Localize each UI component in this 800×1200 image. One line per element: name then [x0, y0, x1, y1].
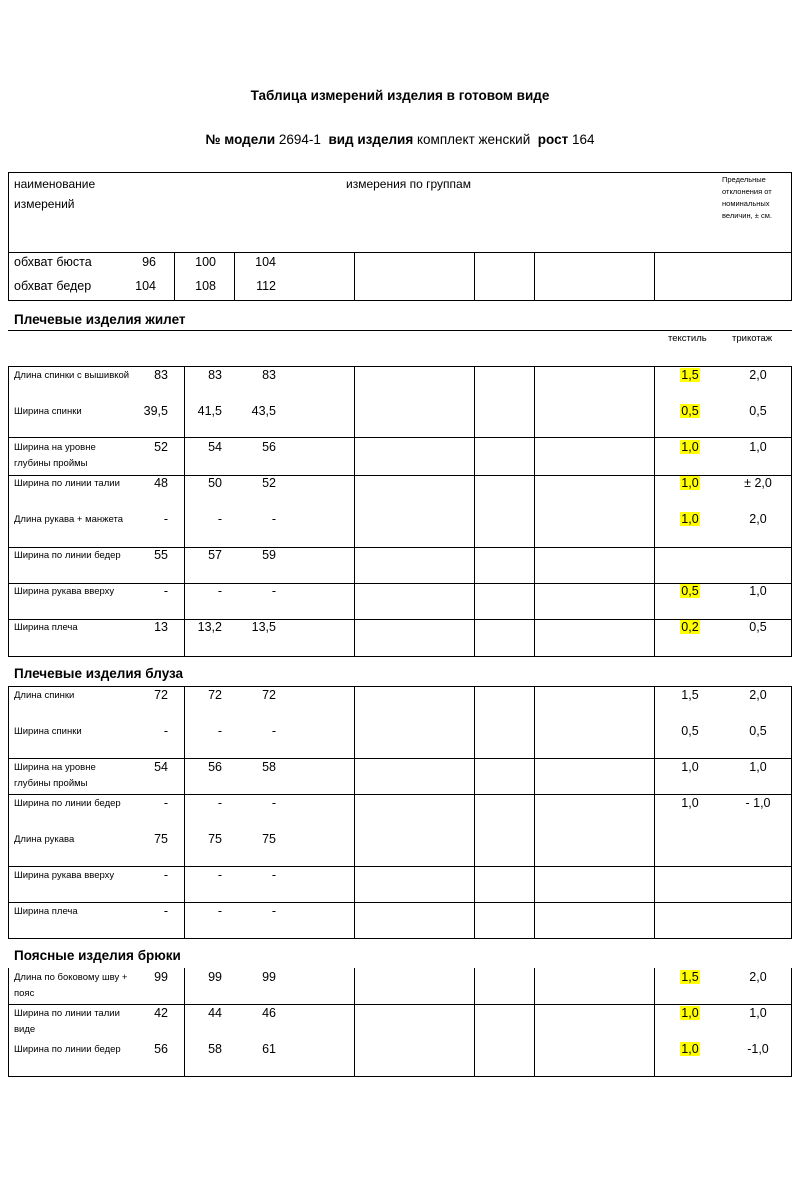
rule	[654, 968, 655, 1077]
size-value: 54	[154, 760, 168, 774]
size-value: 42	[154, 1006, 168, 1020]
textile-tolerance	[664, 760, 716, 774]
rule	[791, 968, 792, 1077]
knit-tolerance: 1,0	[749, 1006, 767, 1020]
size-value: -	[217, 796, 222, 810]
size-value: -	[163, 512, 168, 526]
measure-name: Ширина по линии бедер	[14, 1044, 121, 1055]
textile-tolerance	[664, 620, 716, 634]
rule	[534, 968, 535, 1077]
size-value: 75	[154, 832, 168, 846]
textile-tolerance-value: 1,5	[681, 970, 699, 984]
size-value: 99	[262, 970, 276, 984]
rule	[8, 300, 792, 301]
size-value: -	[217, 904, 222, 918]
rule	[174, 252, 175, 300]
size-value: 13,2	[197, 620, 222, 634]
rule	[8, 968, 9, 1077]
measure-name: Длина рукава	[14, 834, 75, 845]
size-value: 83	[154, 368, 168, 382]
rule	[791, 172, 792, 301]
rule	[474, 686, 475, 939]
measure-name: Ширина спинки	[14, 406, 82, 417]
rule	[184, 968, 185, 1077]
measure-name: Ширина плеча	[14, 906, 78, 917]
rule	[474, 252, 475, 300]
textile-tolerance	[664, 796, 716, 810]
size-value: 52	[262, 476, 276, 490]
size-value: -	[163, 868, 168, 882]
measure-name: Ширина по линии бедер	[14, 550, 121, 561]
size-value: -	[217, 512, 222, 526]
rule	[8, 366, 9, 657]
header-tolerance-col: Предельные отклонения от номинальных величин, ± см.	[722, 175, 772, 220]
base-row-v2: 100	[195, 255, 216, 269]
rule	[791, 366, 792, 657]
model-line	[0, 132, 800, 147]
size-value: -	[163, 904, 168, 918]
size-value: 83	[262, 368, 276, 382]
size-value: -	[217, 584, 222, 598]
section-title-vest: Плечевые изделия жилет	[14, 312, 186, 327]
size-value: 75	[262, 832, 276, 846]
size-value: -	[271, 584, 276, 598]
rule	[354, 366, 355, 657]
textile-tolerance	[664, 688, 716, 702]
textile-tolerance	[664, 1042, 716, 1056]
size-value: 13	[154, 620, 168, 634]
model-value: 2694-1	[278, 132, 321, 147]
rule	[8, 437, 792, 438]
base-row-name: обхват бюста	[14, 255, 92, 269]
size-value: 58	[208, 1042, 222, 1056]
size-value: 83	[208, 368, 222, 382]
rule	[791, 686, 792, 939]
header-name-col: наименование измерений	[14, 177, 96, 211]
textile-tolerance-value: 1,0	[681, 760, 699, 774]
measure-name: Длина спинки с вышивкой	[14, 370, 130, 381]
rule	[8, 902, 792, 903]
size-value: -	[271, 796, 276, 810]
height-label: рост	[537, 132, 569, 147]
rule	[474, 968, 475, 1077]
knit-tolerance: 0,5	[749, 620, 767, 634]
rule	[8, 330, 792, 331]
textile-tolerance-value: 0,5	[681, 724, 699, 738]
base-row-v1: 96	[142, 255, 156, 269]
size-value: -	[271, 724, 276, 738]
rule	[354, 968, 355, 1077]
knit-tolerance: 1,0	[749, 760, 767, 774]
size-value: 56	[208, 760, 222, 774]
size-value: -	[163, 584, 168, 598]
height-value: 164	[571, 132, 595, 147]
size-value: -	[271, 868, 276, 882]
rule	[354, 252, 355, 300]
size-value: 99	[154, 970, 168, 984]
measure-name: Ширина на уровне глубины проймы	[14, 762, 96, 789]
size-value: 43,5	[251, 404, 276, 418]
size-value: 44	[208, 1006, 222, 1020]
measure-name: Ширина на уровне глубины проймы	[14, 442, 96, 469]
size-value: 75	[208, 832, 222, 846]
rule	[654, 252, 655, 300]
size-value: 13,5	[251, 620, 276, 634]
size-value: 50	[208, 476, 222, 490]
textile-tolerance	[664, 970, 716, 984]
col-knit-header: трикотаж	[732, 333, 773, 344]
rule	[8, 794, 792, 795]
measure-name: Ширина рукава вверху	[14, 586, 115, 597]
knit-tolerance: 2,0	[749, 688, 767, 702]
size-value: -	[163, 724, 168, 738]
knit-tolerance: ± 2,0	[744, 476, 772, 490]
measure-name: Длина спинки	[14, 690, 75, 701]
rule	[184, 686, 185, 939]
section-title-blouse: Плечевые изделия блуза	[14, 666, 184, 681]
textile-tolerance-value: 1,5	[681, 688, 699, 702]
measure-name: Ширина по линии талии виде	[14, 1008, 120, 1035]
textile-tolerance-value: 1,0	[681, 1006, 699, 1020]
measure-name: Ширина по линии бедер	[14, 798, 121, 809]
textile-tolerance	[664, 724, 716, 738]
size-value: 58	[262, 760, 276, 774]
rule	[654, 366, 655, 657]
type-value: комплект женский	[416, 132, 531, 147]
knit-tolerance: -1,0	[747, 1042, 769, 1056]
size-value: 56	[262, 440, 276, 454]
textile-tolerance-value: 1,0	[681, 1042, 699, 1056]
size-value: 54	[208, 440, 222, 454]
rule	[8, 656, 792, 657]
base-row-v1: 104	[135, 279, 156, 293]
textile-tolerance	[664, 512, 716, 526]
textile-tolerance	[664, 404, 716, 418]
rule	[8, 1076, 792, 1077]
size-value: -	[163, 796, 168, 810]
size-value: 56	[154, 1042, 168, 1056]
size-value: 72	[154, 688, 168, 702]
base-row-v3: 104	[255, 255, 276, 269]
rule	[474, 366, 475, 657]
document-title: Таблица измерений изделия в готовом виде	[250, 88, 550, 103]
rule	[654, 686, 655, 939]
knit-tolerance: 2,0	[749, 970, 767, 984]
rule	[8, 252, 792, 253]
header-groups-col: измерения по группам	[346, 177, 471, 191]
rule	[8, 938, 792, 939]
rule	[234, 252, 235, 300]
textile-tolerance-value: 0,5	[681, 584, 699, 598]
rule	[8, 866, 792, 867]
knit-tolerance: 1,0	[749, 440, 767, 454]
textile-tolerance-value: 0,5	[681, 404, 699, 418]
base-row-v3: 112	[256, 279, 276, 293]
textile-tolerance-value: 1,0	[681, 476, 699, 490]
rule	[354, 686, 355, 939]
measure-name: Ширина плеча	[14, 622, 78, 633]
type-label: вид изделия	[328, 132, 414, 147]
size-value: 55	[154, 548, 168, 562]
base-row-v2: 108	[195, 279, 216, 293]
size-value: 72	[208, 688, 222, 702]
rule	[534, 252, 535, 300]
textile-tolerance-value: 1,0	[681, 440, 699, 454]
rule	[8, 172, 792, 173]
rule	[534, 686, 535, 939]
base-row-name: обхват бедер	[14, 279, 92, 293]
rule	[8, 1004, 792, 1005]
col-textile-header: текстиль	[668, 333, 707, 344]
rule	[8, 686, 792, 687]
measure-name: Длина по боковому шву + пояс	[14, 972, 128, 999]
knit-tolerance: 2,0	[749, 368, 767, 382]
measure-name: Длина рукава + манжета	[14, 514, 123, 525]
size-value: -	[271, 512, 276, 526]
textile-tolerance-value: 0,2	[681, 620, 699, 634]
measure-name: Ширина по линии талии	[14, 478, 120, 489]
knit-tolerance: 1,0	[749, 584, 767, 598]
measure-name: Ширина спинки	[14, 726, 82, 737]
knit-tolerance: 0,5	[749, 724, 767, 738]
textile-tolerance	[664, 440, 716, 454]
size-value: 57	[208, 548, 222, 562]
rule	[8, 686, 9, 939]
textile-tolerance	[664, 368, 716, 382]
model-label: № модели	[205, 132, 276, 147]
textile-tolerance-value: 1,0	[681, 796, 699, 810]
section-title-trousers: Поясные изделия брюки	[14, 948, 181, 963]
size-value: -	[217, 724, 222, 738]
knit-tolerance: 2,0	[749, 512, 767, 526]
size-value: 61	[262, 1042, 276, 1056]
measure-name: Ширина рукава вверху	[14, 870, 115, 881]
textile-tolerance	[664, 584, 716, 598]
size-value: 59	[262, 548, 276, 562]
textile-tolerance-value: 1,5	[681, 368, 699, 382]
rule	[534, 366, 535, 657]
rule	[8, 366, 792, 367]
size-value: -	[271, 904, 276, 918]
size-value: 46	[262, 1006, 276, 1020]
size-value: 39,5	[143, 404, 168, 418]
textile-tolerance-value: 1,0	[681, 512, 699, 526]
size-value: -	[217, 868, 222, 882]
textile-tolerance	[664, 1006, 716, 1020]
knit-tolerance: - 1,0	[745, 796, 771, 810]
textile-tolerance	[664, 476, 716, 490]
rule	[8, 172, 9, 301]
knit-tolerance: 0,5	[749, 404, 767, 418]
size-value: 99	[208, 970, 222, 984]
size-value: 72	[262, 688, 276, 702]
size-value: 52	[154, 440, 168, 454]
rule	[184, 366, 185, 657]
size-value: 48	[154, 476, 168, 490]
rule	[8, 758, 792, 759]
size-value: 41,5	[197, 404, 222, 418]
